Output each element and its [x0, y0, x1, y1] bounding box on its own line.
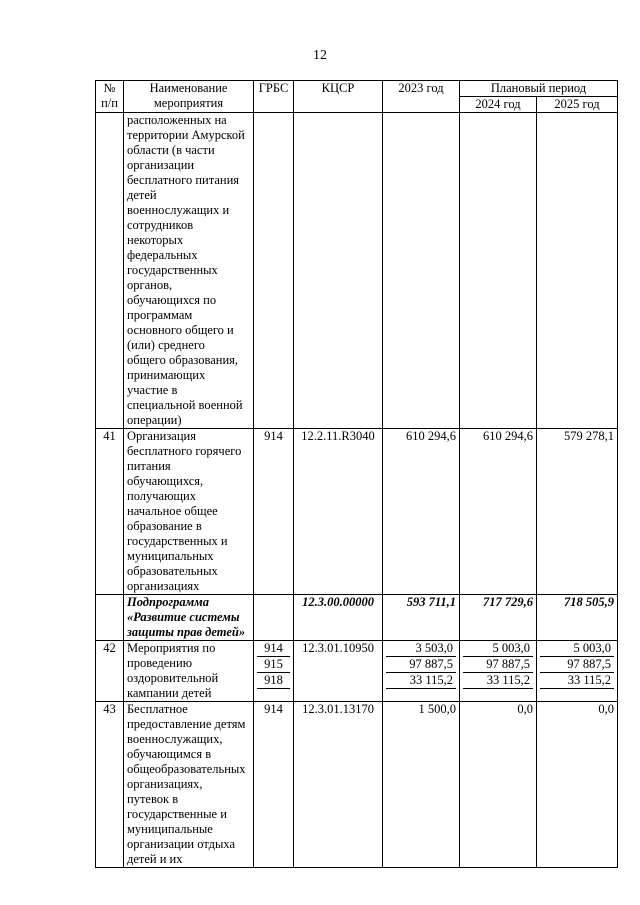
value-2024: 610 294,6 [460, 429, 537, 595]
kcsr-cell: 12.3.01.13170 [294, 702, 383, 868]
value-2023: 3 503,0 97 887,5 33 115,2 [383, 641, 460, 702]
kcsr-cell: 12.3.01.10950 [294, 641, 383, 702]
value-2024: 717 729,6 [460, 595, 537, 641]
page-number: 12 [313, 48, 327, 63]
header-kcsr: КЦСР [294, 81, 383, 113]
grbs-cell: 914 [254, 702, 294, 868]
row-number: 43 [96, 702, 124, 868]
header-grbs: ГРБС [254, 81, 294, 113]
value-2024: 0,0 [460, 702, 537, 868]
row-name-cell: расположенных на территории Амурской области (в части организации бесплатного питания детей военнослужащих и сотрудников некоторых федеральных государственных органов, обучающихся по программам основного общего и (или) среднего общего образования, принимающих участие в специальной военной операции) [124, 113, 254, 429]
header-2023: 2023 год [383, 81, 460, 113]
subprogram-title: Подпрограмма «Развитие системы защиты прав детей» [124, 595, 254, 641]
row-name-cell: Мероприятия по проведению оздоровительной кампании детей [124, 641, 254, 702]
header-plan-period: Плановый период [460, 81, 618, 97]
row-name-cell: Бесплатное предоставление детям военнослужащих, обучающимся в общеобразовательных организациях, путевок в государственные и муниципальные организации отдыха детей и их [124, 702, 254, 868]
row-number: 41 [96, 429, 124, 595]
table-row-43 [96, 702, 618, 868]
table-row-continuation [96, 113, 618, 429]
header-2025: 2025 год [537, 97, 618, 113]
row-number: 42 [96, 641, 124, 702]
grbs-cell: 914 [254, 429, 294, 595]
value-2025: 718 505,9 [537, 595, 618, 641]
table-row-41 [96, 429, 618, 595]
header-row-1 [96, 81, 618, 97]
subprogram-row [96, 595, 618, 641]
value-2024: 5 003,0 97 887,5 33 115,2 [460, 641, 537, 702]
value-2023: 610 294,6 [383, 429, 460, 595]
header-num: № п/п [96, 81, 124, 113]
header-name: Наименование мероприятия [124, 81, 254, 113]
header-2024: 2024 год [460, 97, 537, 113]
grbs-cell: 914 915 918 [254, 641, 294, 702]
kcsr-cell: 12.3.00.00000 [294, 595, 383, 641]
value-2023: 1 500,0 [383, 702, 460, 868]
value-2025: 5 003,0 97 887,5 33 115,2 [537, 641, 618, 702]
value-2025: 579 278,1 [537, 429, 618, 595]
row-name-cell: Организация бесплатного горячего питания обучающихся, получающих начальное общее образование в государственных и муниципальных образовательных организациях [124, 429, 254, 595]
kcsr-cell: 12.2.11.R3040 [294, 429, 383, 595]
value-2025: 0,0 [537, 702, 618, 868]
table-row-42 [96, 641, 618, 702]
value-2023: 593 711,1 [383, 595, 460, 641]
budget-table [95, 80, 618, 868]
